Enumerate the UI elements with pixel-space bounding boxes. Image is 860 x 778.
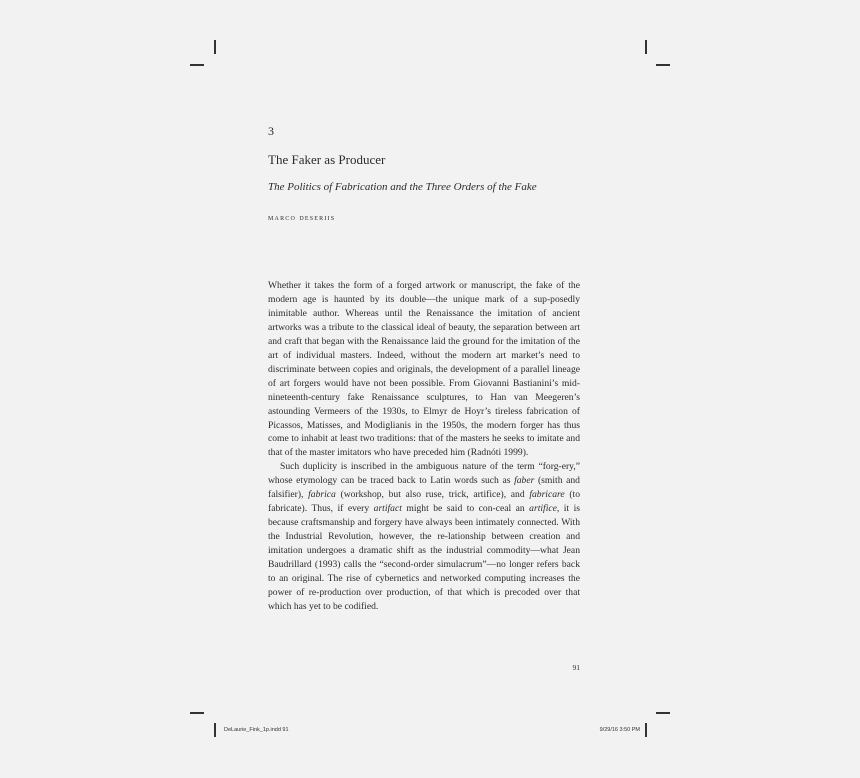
text-run: Such duplicity is inscribed in the ambiguous nature of the term “forg-ery,” whose etymology can be traced back to Latin words such as <box>268 461 580 487</box>
print-slug-filename: DeLaurie_Fink_1p.indd 91 <box>224 727 289 733</box>
crop-mark-top-left-horizontal <box>190 64 204 66</box>
chapter-title: The Faker as Producer <box>268 152 386 167</box>
crop-mark-bottom-left-vertical <box>214 723 216 737</box>
term-artifice: artifice <box>529 503 557 515</box>
term-artifact: artifact <box>373 503 402 515</box>
text-run: (workshop, but also ruse, trick, artifice), and <box>335 489 530 501</box>
page-number: 91 <box>572 663 580 672</box>
author-name: marco deseriis <box>268 212 336 222</box>
crop-mark-top-left-vertical <box>214 40 216 54</box>
chapter-subtitle: The Politics of Fabrication and the Three Orders of the Fake <box>268 181 537 193</box>
text-run: , it is because craftsmanship and forgery have always been intimately connected. With the Industrial Revolution, however, the re-lationship between creation and imitation undergoes a dramatic shift as the industrial commodity—what Jean Baudrillard (1993) calls the “second-order simulacrum”—no longer refers back to an original. The rise of cybernetics and networked computing increases the power of re-production over production, of that which is precoded over that which has yet to be codified. <box>268 503 580 612</box>
text-run: might be said to con-ceal an <box>401 503 530 515</box>
term-fabricare: fabricare <box>529 489 565 501</box>
text-run: (smith and falsifier), <box>268 475 580 501</box>
term-faber: faber <box>514 475 535 487</box>
crop-mark-top-right-horizontal <box>656 64 670 66</box>
crop-mark-top-right-vertical <box>645 40 647 54</box>
text-run: (to fabricate). Thus, if every <box>268 489 580 515</box>
crop-mark-bottom-left-horizontal <box>190 712 204 714</box>
paragraph-2 <box>268 460 580 613</box>
crop-mark-bottom-right-horizontal <box>656 712 670 714</box>
body-text <box>268 279 580 614</box>
print-slug-timestamp: 9/29/16 3:50 PM <box>599 727 640 733</box>
paragraph-1: Whether it takes the form of a forged artwork or manuscript, the fake of the modern age is haunted by its double—the unique mark of a sup-posedly inimitable author. Whereas until the Renaissance the imitation of ancient artworks was a tribute to the classical ideal of beauty, the separation between art and craft that began with the Renaissance laid the ground for the imitation of the art of individual masters. Indeed, without the modern art market’s need to discriminate between copies and originals, the development of a parallel lineage of art forgers would have not been possible. From Giovanni Bastianini’s mid-nineteenth-century fake Renaissance sculptures, to Han van Meegeren’s astounding Vermeers of the 1930s, to Elmyr de Hoyr’s tireless fabrication of Picassos, Matisses, and Modiglianis in the 1950s, the modern forger has thus come to inhabit at least two traditions: that of the masters he seeks to imitate and that of the master imitators who have preceded him (Radnóti 1999). <box>268 280 580 459</box>
term-fabrica: fabrica <box>308 489 336 501</box>
crop-mark-bottom-right-vertical <box>645 723 647 737</box>
chapter-number: 3 <box>268 124 274 138</box>
